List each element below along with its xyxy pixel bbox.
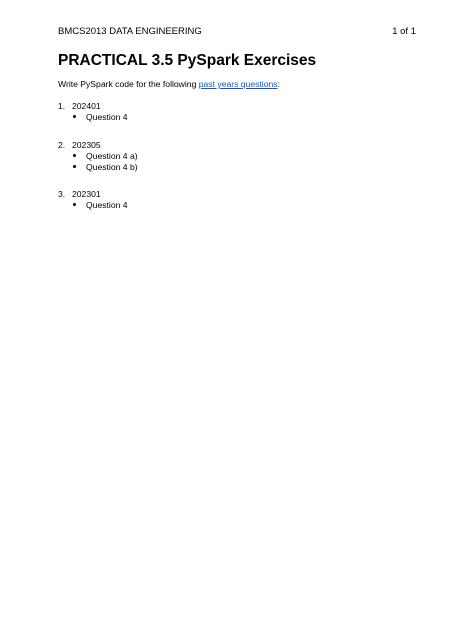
bullet-list xyxy=(58,151,398,173)
list-item-number: 1. xyxy=(58,101,66,111)
bullet-icon xyxy=(58,151,86,162)
list-item xyxy=(58,139,398,173)
intro-text: Write PySpark code for the following xyxy=(58,79,199,89)
bullet-icon xyxy=(58,112,86,123)
intro-colon: : xyxy=(277,79,280,89)
list-item-label: 202401 xyxy=(72,101,101,111)
bullet-text: Question 4 a) xyxy=(86,151,138,161)
bullet-icon xyxy=(58,200,86,211)
bullet-list xyxy=(58,200,398,211)
list-item-label: 202305 xyxy=(72,140,101,150)
list-item-number: 3. xyxy=(58,189,66,199)
document-title: PRACTICAL 3.5 PySpark Exercises xyxy=(58,52,317,69)
bullet-list xyxy=(58,112,398,123)
bullet-item xyxy=(58,151,398,162)
list-item-number: 2. xyxy=(58,140,66,150)
page-number: 1 of 1 xyxy=(392,26,416,37)
intro-paragraph xyxy=(58,79,280,89)
page-header xyxy=(58,26,416,37)
bullet-icon xyxy=(58,162,86,173)
bullet-text: Question 4 b) xyxy=(86,162,138,172)
course-title: BMCS2013 DATA ENGINEERING xyxy=(58,26,202,37)
bullet-item xyxy=(58,162,398,173)
list-item-heading xyxy=(58,100,398,112)
list-item xyxy=(58,100,398,123)
list-item-heading xyxy=(58,139,398,151)
bullet-item xyxy=(58,112,398,123)
past-years-questions-link[interactable]: past years questions xyxy=(198,79,278,89)
list-item-label: 202301 xyxy=(72,189,101,199)
bullet-text: Question 4 xyxy=(86,112,128,122)
bullet-text: Question 4 xyxy=(86,200,128,210)
list-item xyxy=(58,188,398,211)
list-item-heading xyxy=(58,188,398,200)
bullet-item xyxy=(58,200,398,211)
